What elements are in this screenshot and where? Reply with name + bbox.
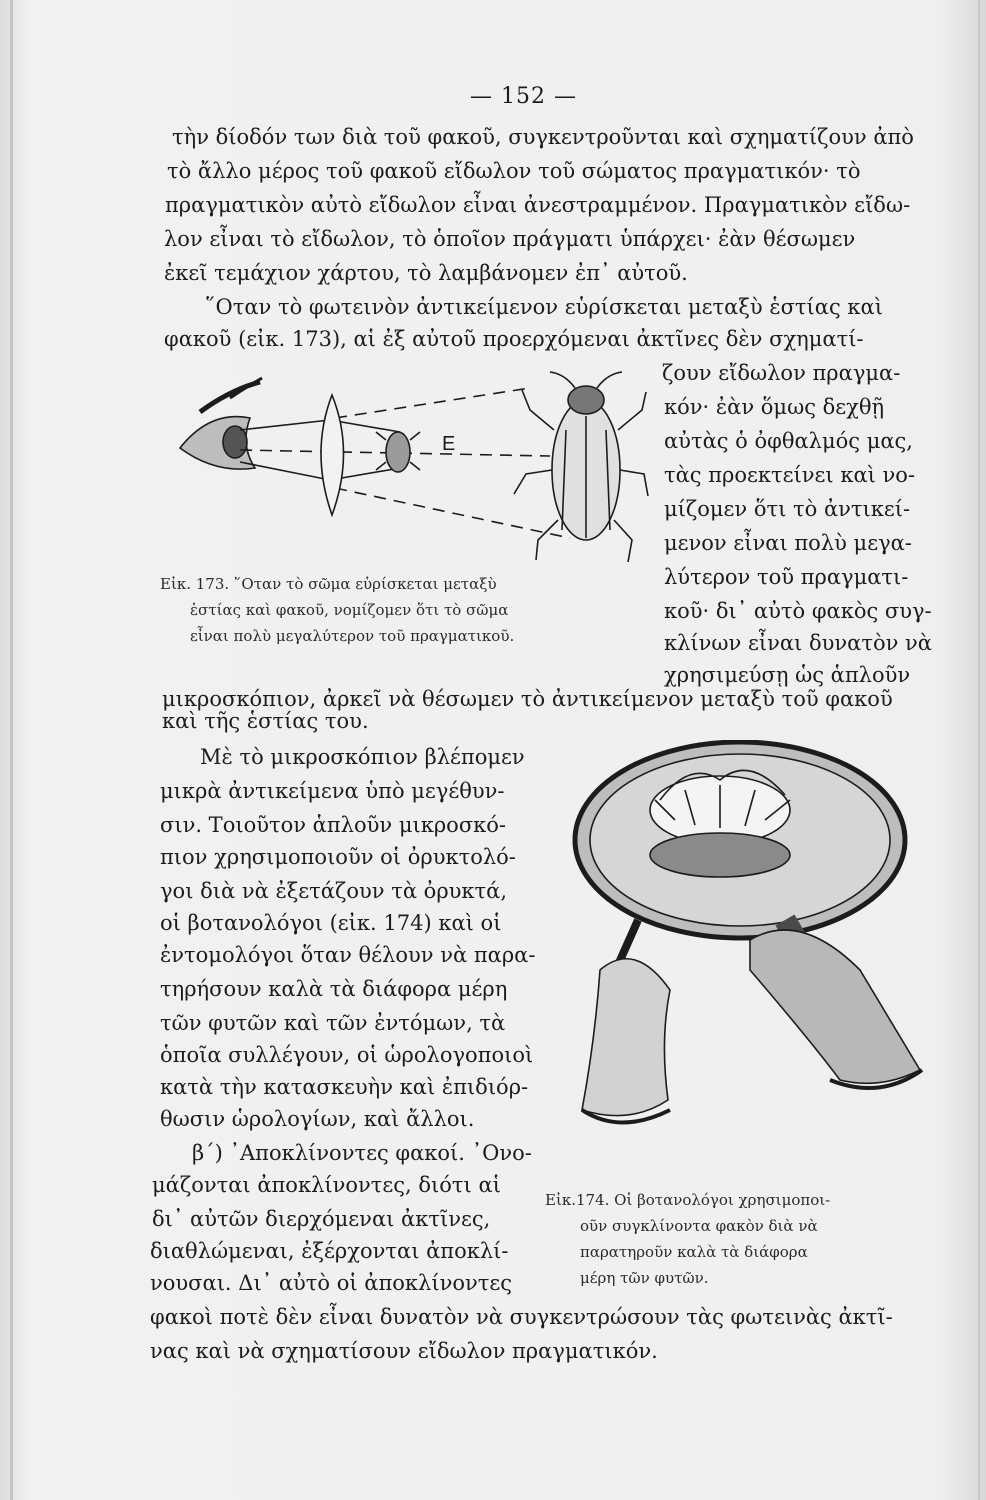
figure-174-magnifier-illustration xyxy=(560,740,950,1140)
text-line: μικροσκόπιον, ἀρκεῖ νὰ θέσωμεν τὸ ἀντικείμενον μεταξὺ τοῦ φακοῦ xyxy=(162,687,893,711)
lens-shape xyxy=(321,395,344,515)
text-line: Μὲ τὸ μικροσκόπιον βλέπομεν xyxy=(200,745,525,769)
text-line: καὶ τῆς ἑστίας του. xyxy=(162,709,369,733)
text-line: κατὰ τὴν κατασκευὴν καὶ ἐπιδιόρ- xyxy=(160,1075,529,1099)
text-line: κόν· ἐὰν ὅμως δεχθῇ xyxy=(664,395,885,419)
text-line: μάζονται ἀποκλίνοντες, διότι αἱ xyxy=(152,1173,501,1197)
text-line: διαθλώμεναι, ἐξέρχονται ἀποκλί- xyxy=(150,1239,509,1263)
text-line: αὐτὰς ὁ ὀφθαλμός μας, xyxy=(664,429,913,453)
figure-173-lens-diagram xyxy=(170,370,650,570)
text-line: νας καὶ νὰ σχηματίσουν εἴδωλον πραγματικόν. xyxy=(150,1339,658,1363)
text-line: φακοὶ ποτὲ δὲν εἶναι δυνατὸν νὰ συγκεντρώσουν τὰς φωτεινὰς ἀκτῖ- xyxy=(150,1305,893,1329)
text-line: β΄) ᾿Αποκλίνοντες φακοί. ᾿Ονο- xyxy=(192,1141,532,1165)
text-line: τὴν δίοδόν των διὰ τοῦ φακοῦ, συγκεντροῦνται καὶ σχηματίζουν ἀπὸ xyxy=(172,125,914,149)
figure-173-caption-line: Εἰκ. 173. ῞Οταν τὸ σῶμα εὑρίσκεται μεταξὺ xyxy=(160,575,497,593)
text-line: δι᾽ αὐτῶν διερχόμεναι ἀκτῖνες, xyxy=(152,1207,491,1231)
figure-174-caption-line: οῦν συγκλίνοντα φακὸν διὰ νὰ xyxy=(580,1217,818,1235)
text-line: λον εἶναι τὸ εἴδωλον, τὸ ὁποῖον πράγματι ὑπάρχει· ἐὰν θέσωμεν xyxy=(164,227,856,251)
text-line: οἱ βοτανολόγοι (εἰκ. 174) καὶ οἱ xyxy=(160,911,502,935)
text-line: ῞Οταν τὸ φωτεινὸν ἀντικείμενον εὑρίσκεται μεταξὺ ἑστίας καὶ xyxy=(205,295,883,319)
text-line: γοι διὰ νὰ ἐξετάζουν τὰ ὀρυκτά, xyxy=(160,879,508,903)
text-line: μίζομεν ὅτι τὸ ἀντικεί- xyxy=(664,497,911,521)
text-line: σιν. Τοιοῦτον ἁπλοῦν μικροσκό- xyxy=(160,813,507,837)
text-line: τηρήσουν καλὰ τὰ διάφορα μέρη xyxy=(160,977,508,1001)
large-insect-icon xyxy=(514,372,648,562)
figure-173-caption-line: ἑστίας καὶ φακοῦ, νομίζομεν ὅτι τὸ σῶμα xyxy=(190,601,509,619)
text-line: μικρὰ ἀντικείμενα ὑπὸ μεγέθυν- xyxy=(160,779,505,803)
text-line: θωσιν ὡρολογίων, καὶ ἄλλοι. xyxy=(160,1107,475,1131)
text-line: λύτερον τοῦ πραγματι- xyxy=(664,565,909,589)
text-line: ὁποῖα συλλέγουν, οἱ ὡρολογοποιοὶ xyxy=(160,1043,534,1067)
text-line: φακοῦ (εἰκ. 173), αἱ ἐξ αὐτοῦ προερχόμεναι ἀκτῖνες δὲν σχηματί- xyxy=(164,327,864,351)
text-line: ἐκεῖ τεμάχιον χάρτου, τὸ λαμβάνομεν ἐπ᾽ αὐτοῦ. xyxy=(164,261,688,285)
text-line: νουσαι. Δι᾽ αὐτὸ οἱ ἀποκλίνοντες xyxy=(150,1271,513,1295)
figure-174-caption-line: παρατηροῦν καλὰ τὰ διάφορα xyxy=(580,1243,808,1261)
text-line: κλίνων εἶναι δυνατὸν νὰ xyxy=(664,631,932,655)
small-insect-icon xyxy=(386,432,410,472)
left-hand-icon xyxy=(582,959,670,1116)
figure-174-caption-line: Εἰκ.174. Οἱ βοτανολόγοι χρησιμοποι- xyxy=(545,1191,831,1209)
text-line: τῶν φυτῶν καὶ τῶν ἐντόμων, τὰ xyxy=(160,1011,506,1035)
page-edge xyxy=(978,0,980,1500)
right-hand-icon xyxy=(750,930,920,1083)
text-line: τὸ ἄλλο μέρος τοῦ φακοῦ εἴδωλον τοῦ σώματος πραγματικόν· τὸ xyxy=(167,159,861,183)
text-line: πραγματικὸν αὐτὸ εἴδωλον εἶναι ἀνεστραμμένον. Πραγματικὸν εἴδω- xyxy=(165,193,911,217)
flower-icon xyxy=(650,770,790,877)
focus-label: E xyxy=(442,433,456,455)
text-line: τὰς προεκτείνει καὶ νο- xyxy=(664,463,916,487)
text-line: ἐντομολόγοι ὅταν θέλουν νὰ παρα- xyxy=(160,943,536,967)
page-spine-shadow xyxy=(10,0,13,1500)
text-line: μενον εἶναι πολὺ μεγα- xyxy=(664,531,912,555)
figure-174-caption-line: μέρη τῶν φυτῶν. xyxy=(580,1269,709,1287)
text-line: κοῦ· δι᾽ αὐτὸ φακὸς συγ- xyxy=(664,599,932,623)
text-line: πιον χρησιμοποιοῦν οἱ ὀρυκτολό- xyxy=(160,845,516,869)
page-number: — 152 — xyxy=(470,84,577,109)
figure-173-caption-line: εἶναι πολὺ μεγαλύτερον τοῦ πραγματικοῦ. xyxy=(190,627,515,645)
text-line: ζουν εἴδωλον πραγμα- xyxy=(662,361,901,385)
text-line: χρησιμεύσῃ ὡς ἁπλοῦν xyxy=(664,663,911,687)
